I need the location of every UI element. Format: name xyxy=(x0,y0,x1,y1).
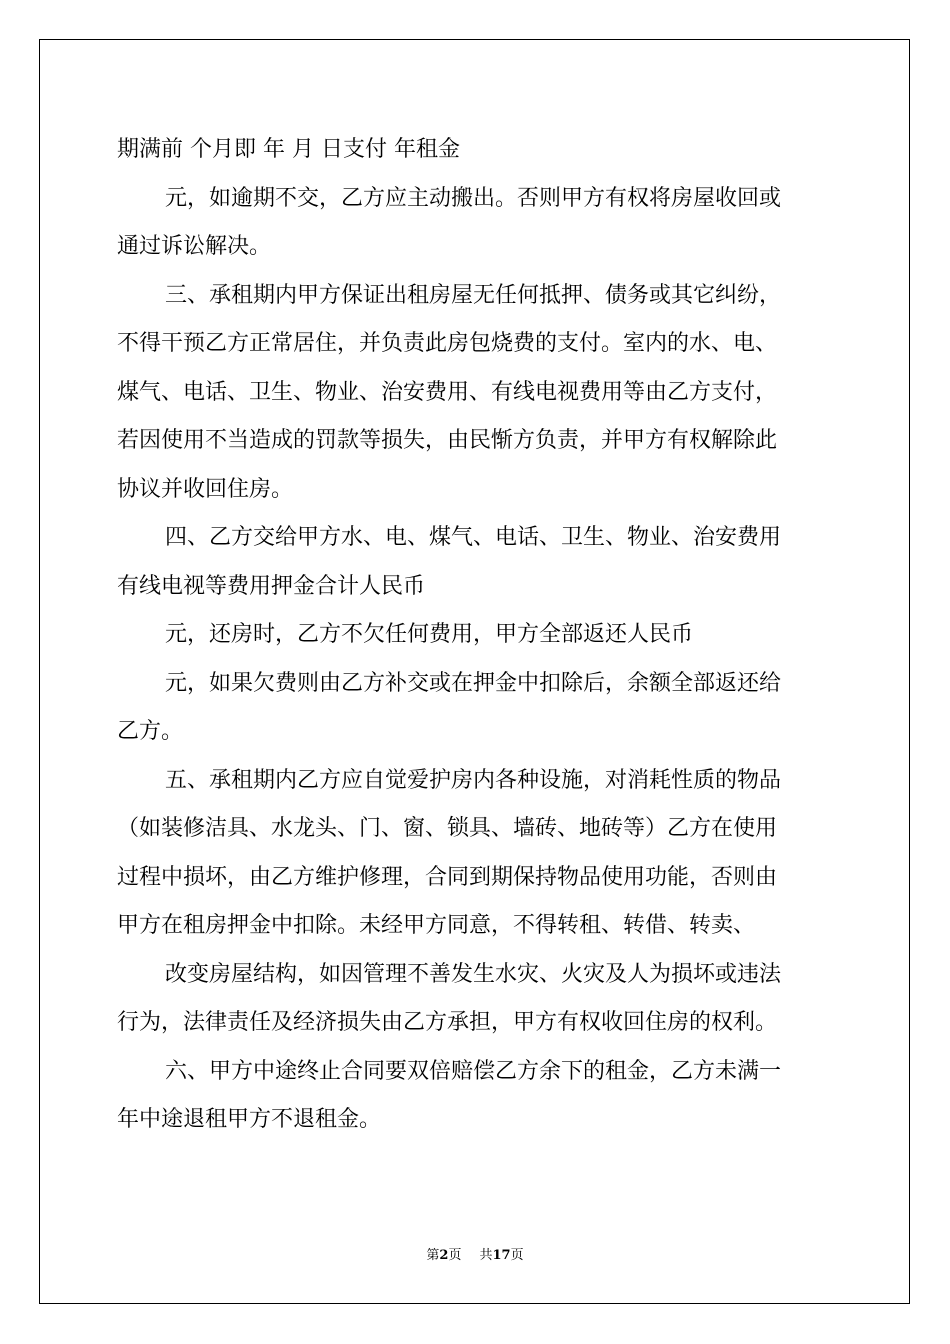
text-line: 元，如逾期不交，乙方应主动搬出。否则甲方有权将房屋收回或 xyxy=(165,185,782,211)
text-line: 元，如果欠费则由乙方补交或在押金中扣除后，余额全部返还给 xyxy=(165,670,782,696)
text-line: 六、甲方中途终止合同要双倍赔偿乙方余下的租金，乙方未满一 xyxy=(165,1058,782,1084)
page-prefix: 第 xyxy=(426,1248,440,1263)
page-number: 2 xyxy=(439,1248,449,1263)
text-line: 协议并收回住房。 xyxy=(117,476,294,502)
total-pages: 17 xyxy=(492,1248,511,1263)
text-line: 通过诉讼解决。 xyxy=(117,234,272,259)
text-line: 行为，法律责任及经济损失由乙方承担，甲方有权收回住房的权利。 xyxy=(117,1010,778,1035)
text-line: 改变房屋结构，如因管理不善发生水灾、火灾及人为损坏或违法 xyxy=(165,961,782,987)
text-line: 不得干预乙方正常居住，并负责此房包烧费的支付。室内的水、电、 xyxy=(117,331,778,356)
text-line: 若因使用不当造成的罚款等损失，由民惭方负责，并甲方有权解除此 xyxy=(117,428,778,453)
text-line: 五、承租期内乙方应自觉爱护房内各种设施，对消耗性质的物品 xyxy=(165,767,782,793)
total-suffix: 页 xyxy=(510,1248,524,1263)
text-line: 元，还房时，乙方不欠任何费用，甲方全部返还人民币 xyxy=(165,622,694,647)
total-prefix: 共 xyxy=(479,1248,493,1263)
text-line: 煤气、电话、卫生、物业、治安费用、有线电视费用等由乙方支付， xyxy=(117,379,778,405)
text-line: 四、乙方交给甲方水、电、煤气、电话、卫生、物业、治安费用 xyxy=(165,525,782,550)
text-line: 过程中损坏，由乙方维护修理，合同到期保持物品使用功能，否则由 xyxy=(117,864,778,890)
text-line: 年中途退租甲方不退租金。 xyxy=(117,1107,382,1132)
document-body xyxy=(117,126,837,1145)
text-line: 三、承租期内甲方保证出租房屋无任何抵押、债务或其它纠纷， xyxy=(165,282,782,308)
page-footer xyxy=(0,1247,950,1265)
text-line: 乙方。 xyxy=(117,719,184,744)
text-line: （如装修洁具、水龙头、门、窗、锁具、墙砖、地砖等）乙方在使用 xyxy=(117,816,778,841)
text-line: 有线电视等费用押金合计人民币 xyxy=(117,573,426,599)
page-suffix: 页 xyxy=(448,1248,462,1263)
text-line: 甲方在租房押金中扣除。未经甲方同意，不得转租、转借、转卖、 xyxy=(117,913,756,938)
text-line: 期满前 个月即 年 月 日支付 年租金 xyxy=(117,137,460,162)
